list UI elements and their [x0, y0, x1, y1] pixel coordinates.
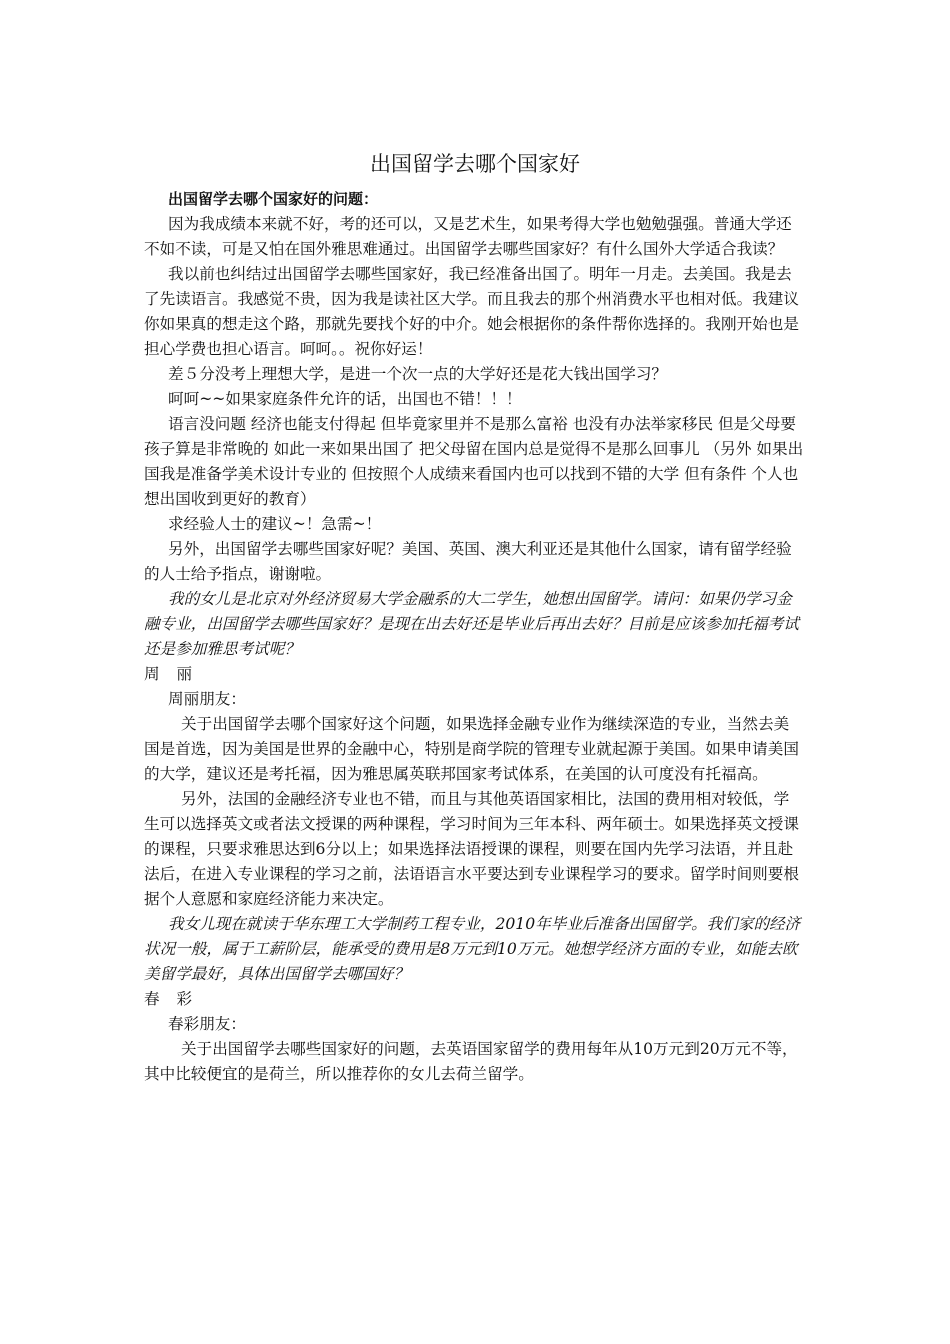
letter-signature: 周 丽 [144, 665, 199, 683]
document-title: 出国留学去哪个国家好 [370, 152, 580, 176]
question-paragraph: 差５分没考上理想大学，是进一个次一点的大学好还是花大钱出国学习？ [168, 365, 668, 383]
question-paragraph: 语言没问题 经济也能支付得起 但毕竟家里并不是那么富裕 也没有办法举家移民 但是父母要孩子算是非常晚的 如此一来如果出国了 把父母留在国内总是觉得不是那么回事儿 （另外 如果出国我是准备学美术设计专业的 但按照个人成绩来看国内也可以找到不错的大学 但有条件 个人也想出国收到更好的教育） [144, 415, 804, 508]
reply-paragraph: 关于出国留学去哪个国家好这个问题，如果选择金融专业作为继续深造的专业，当然去美国是首选，因为美国是世界的金融中心，特别是商学院的管理专业就起源于美国。如果申请美国的大学，建议还是考托福，因为雅思属英联邦国家考试体系，在美国的认可度没有托福高。 [144, 715, 799, 783]
reply-salutation: 周丽朋友： [168, 690, 246, 708]
answer-paragraph: 呵呵~~如果家庭条件允许的话，出国也不错！！！ [168, 390, 522, 408]
question-paragraph: 因为我成绩本来就不好，考的还可以，又是艺术生，如果考得大学也勉勉强强。普通大学还不如不读，可是又怕在国外雅思难通过。出国留学去哪些国家好？有什么国外大学适合我读？ [144, 215, 792, 258]
letter-paragraph: 我的女儿是北京对外经济贸易大学金融系的大二学生，她想出国留学。请问：如果仍学习金融专业，出国留学去哪些国家好？是现在出去好还是毕业后再出去好？目前是应该参加托福考试还是参加雅思考试呢？ [144, 590, 799, 658]
answer-paragraph: 我以前也纠结过出国留学去哪些国家好，我已经准备出国了。明年一月走。去美国。我是去了先读语言。我感觉不贵，因为我是读社区大学。而且我去的那个州消费水平也相对低。我建议你如果真的想走这个路，那就先要找个好的中介。她会根据你的条件帮你选择的。我刚开始也是担心学费也担心语言。呵呵。。祝你好运！ [144, 265, 799, 358]
reply-salutation: 春彩朋友： [168, 1015, 246, 1033]
document-body [144, 187, 804, 1087]
question-paragraph: 求经验人士的建议~！急需~！ [168, 515, 382, 533]
question-paragraph: 另外，出国留学去哪些国家好呢？美国、英国、澳大利亚还是其他什么国家，请有留学经验的人士给予指点，谢谢啦。 [144, 540, 792, 583]
letter-signature: 春 彩 [144, 990, 199, 1008]
section-heading: 出国留学去哪个国家好的问题： [168, 190, 379, 208]
letter-paragraph: 我女儿现在就读于华东理工大学制药工程专业，2010年毕业后准备出国留学。我们家的经济状况一般，属于工薪阶层，能承受的费用是8万元到10万元。她想学经济方面的专业，如能去欧美留学最好，具体出国留学去哪国好？ [144, 915, 801, 983]
reply-paragraph: 关于出国留学去哪些国家好的问题，去英语国家留学的费用每年从10万元到20万元不等，其中比较便宜的是荷兰，所以推荐你的女儿去荷兰留学。 [144, 1040, 798, 1083]
reply-paragraph: 另外，法国的金融经济专业也不错，而且与其他英语国家相比，法国的费用相对较低，学生可以选择英文或者法文授课的两种课程，学习时间为三年本科、两年硕士。如果选择英文授课的课程，只要求雅思达到6分以上；如果选择法语授课的课程，则要在国内先学习法语，并且赴法后，在进入专业课程的学习之前，法语语言水平要达到专业课程学习的要求。留学时间则要根据个人意愿和家庭经济能力来决定。 [144, 790, 799, 908]
